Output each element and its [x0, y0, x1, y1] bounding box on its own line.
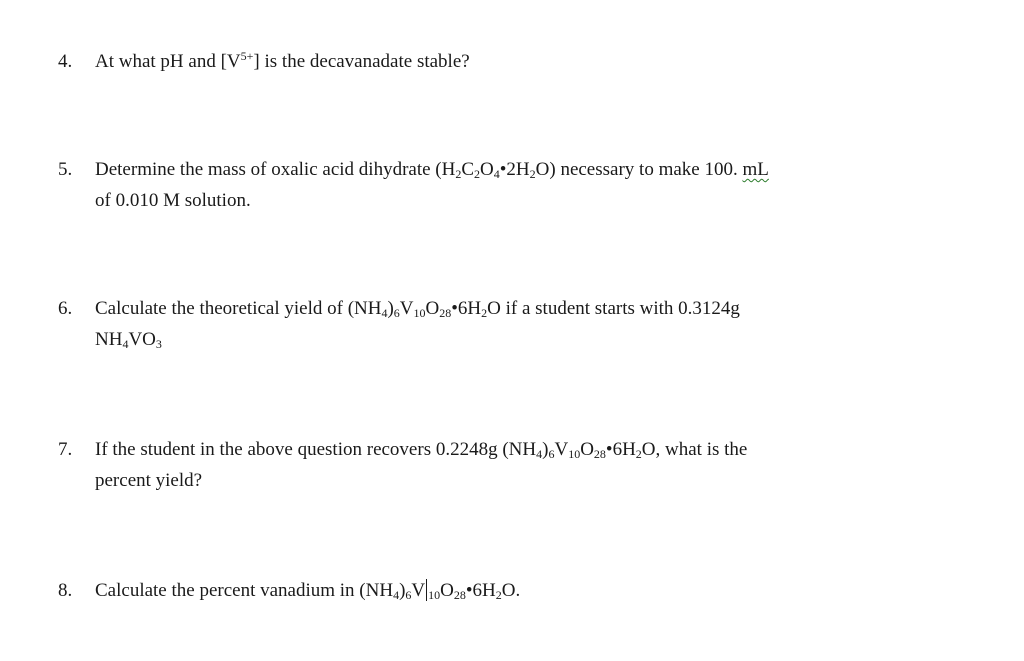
question-text: O — [580, 439, 594, 460]
subscript: 10 — [413, 306, 426, 320]
subscript: 4 — [536, 447, 543, 461]
subscript: 3 — [155, 337, 162, 351]
subscript: 4 — [493, 167, 500, 181]
question-text: VO — [128, 329, 156, 350]
question-text: NH — [95, 329, 123, 350]
question-text: •6H — [451, 298, 482, 319]
question-text: At what pH and [V — [95, 51, 241, 72]
subscript: 4 — [393, 588, 400, 602]
question-8 — [58, 575, 520, 606]
superscript: 5+ — [240, 49, 254, 63]
question-number: 4. — [58, 51, 73, 72]
question-text: Determine the mass of oxalic acid dihydrate (H — [95, 159, 456, 180]
question-line — [58, 575, 520, 606]
question-line — [58, 293, 740, 324]
question-text: O — [440, 580, 454, 601]
text-cursor — [426, 579, 427, 601]
subscript: 2 — [495, 588, 502, 602]
question-text: O) necessary to make 100. — [535, 159, 743, 180]
question-number: 7. — [58, 439, 73, 460]
question-text: O. — [501, 580, 521, 601]
question-text: ) — [542, 439, 549, 460]
question-text: of 0.010 M solution. — [95, 190, 251, 211]
question-text: V — [411, 580, 426, 601]
subscript: 4 — [381, 306, 388, 320]
question-text: O if a student starts with 0.3124g — [487, 298, 740, 319]
subscript: 28 — [453, 588, 466, 602]
question-text: ] is the decavanadate stable? — [253, 51, 470, 72]
question-line — [58, 185, 769, 216]
question-line — [58, 46, 470, 77]
question-line — [58, 465, 747, 496]
subscript: 6 — [393, 306, 400, 320]
subscript: 2 — [455, 167, 462, 181]
question-5 — [58, 154, 769, 216]
question-text: O — [425, 298, 440, 319]
subscript: 2 — [481, 306, 488, 320]
question-text: O, what is the — [641, 439, 748, 460]
question-line — [58, 154, 769, 185]
subscript: 6 — [548, 447, 555, 461]
question-number: 5. — [58, 159, 73, 180]
question-7 — [58, 434, 747, 496]
question-number: 8. — [58, 580, 73, 601]
subscript: 2 — [529, 167, 536, 181]
subscript: 10 — [568, 447, 581, 461]
question-number: 6. — [58, 298, 73, 319]
subscript: 4 — [122, 337, 129, 351]
question-text: V — [399, 298, 414, 319]
question-text: Calculate the theoretical yield of (NH — [95, 298, 382, 319]
question-text: •6H — [605, 439, 636, 460]
subscript: 28 — [439, 306, 452, 320]
question-4 — [58, 46, 470, 77]
question-text: If the student in the above question recovers 0.2248g (NH — [95, 439, 537, 460]
subscript: 2 — [635, 447, 642, 461]
question-text: Calculate the percent vanadium in (NH — [95, 580, 394, 601]
question-line — [58, 324, 740, 355]
question-text: percent yield? — [95, 470, 203, 491]
question-text: C — [461, 159, 475, 180]
question-text: ) — [387, 298, 394, 319]
question-line — [58, 434, 747, 465]
question-text: •6H — [465, 580, 496, 601]
subscript: 6 — [405, 588, 412, 602]
question-6 — [58, 293, 740, 355]
subscript: 28 — [593, 447, 606, 461]
question-text: •2H — [499, 159, 530, 180]
question-text: V — [554, 439, 569, 460]
spellcheck-word: mL — [742, 159, 769, 180]
subscript: 10 — [428, 588, 441, 602]
question-text: O — [480, 159, 494, 180]
question-text: ) — [399, 580, 406, 601]
subscript: 2 — [474, 167, 481, 181]
